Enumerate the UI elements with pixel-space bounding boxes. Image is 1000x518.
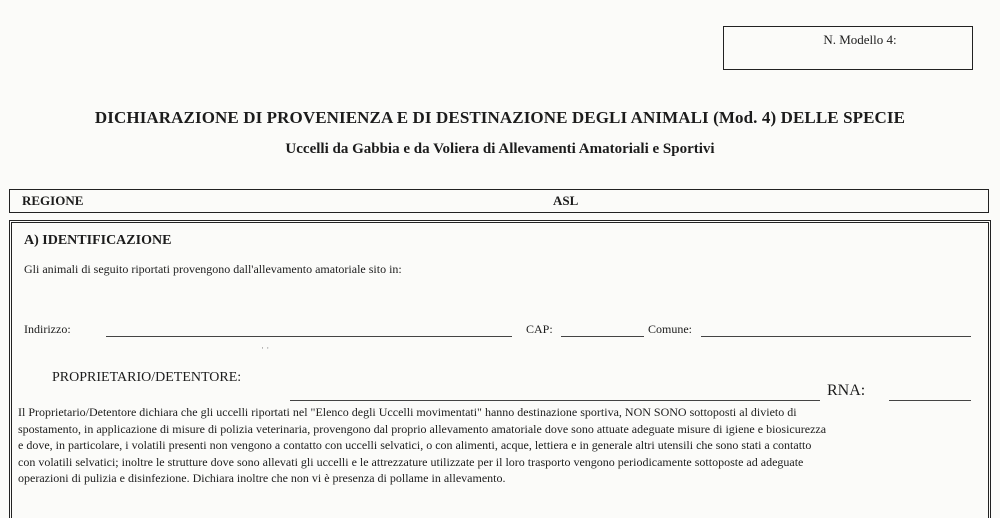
rna-label: RNA: — [827, 382, 866, 399]
owner-label: PROPRIETARIO/DETENTORE: — [52, 370, 242, 385]
rna-field[interactable] — [889, 400, 971, 401]
declaration-line: operazioni di pulizia e disinfezione. Dichiara inoltre che non vi è presenza di pollame in allevamento. — [18, 471, 506, 485]
comune-field[interactable] — [701, 336, 971, 337]
identification-section — [9, 220, 991, 518]
cap-label: CAP: — [526, 322, 553, 336]
asl-label: ASL — [553, 193, 579, 208]
address-label: Indirizzo: — [24, 322, 71, 336]
comune-label: Comune: — [648, 322, 692, 336]
declaration-text — [18, 404, 983, 487]
address-field[interactable] — [106, 336, 512, 337]
intro-text: Gli animali di seguito riportati provengono dall'allevamento amatoriale sito in: — [24, 262, 402, 276]
document-title: DICHIARAZIONE DI PROVENIENZA E DI DESTINAZIONE DEGLI ANIMALI (Mod. 4) DELLE SPECIE — [94, 108, 906, 127]
region-label: REGIONE — [22, 193, 84, 208]
owner-field[interactable] — [290, 400, 820, 401]
section-title: A) IDENTIFICAZIONE — [24, 233, 172, 248]
declaration-line: e dove, in particolare, i volatili presenti non vengono a contatto con uccelli selvatici, o con alimenti, acque, lettiera e in generale altri utensili che sono stati a contatto — [18, 438, 812, 452]
modello-number-label: N. Modello 4: — [823, 32, 897, 47]
document-subtitle: Uccelli da Gabbia e da Voliera di Allevamenti Amatoriali e Sportivi — [285, 141, 715, 157]
modello-number-box[interactable] — [723, 26, 973, 70]
declaration-line: spostamento, in applicazione di misure di polizia veterinaria, provengono dal proprio allevamento amatoriale dove sono attuate adeguate misure di igiene e biosicurezza — [18, 421, 827, 436]
region-asl-bar — [9, 189, 989, 213]
declaration-line: con volatili selvatici; inoltre le strutture dove sono allevati gli uccelli e le attrezzature utilizzate per il loro trasporto vengono periodicamente sottoposte ad adeguate — [18, 454, 804, 469]
declaration-line: Il Proprietario/Detentore dichiara che gli uccelli riportati nel "Elenco degli Uccelli movimentati" hanno destinazione sportiva, NON SONO sottoposti al divieto di — [18, 405, 797, 419]
scan-speck: · · — [261, 343, 270, 353]
cap-field[interactable] — [561, 336, 644, 337]
